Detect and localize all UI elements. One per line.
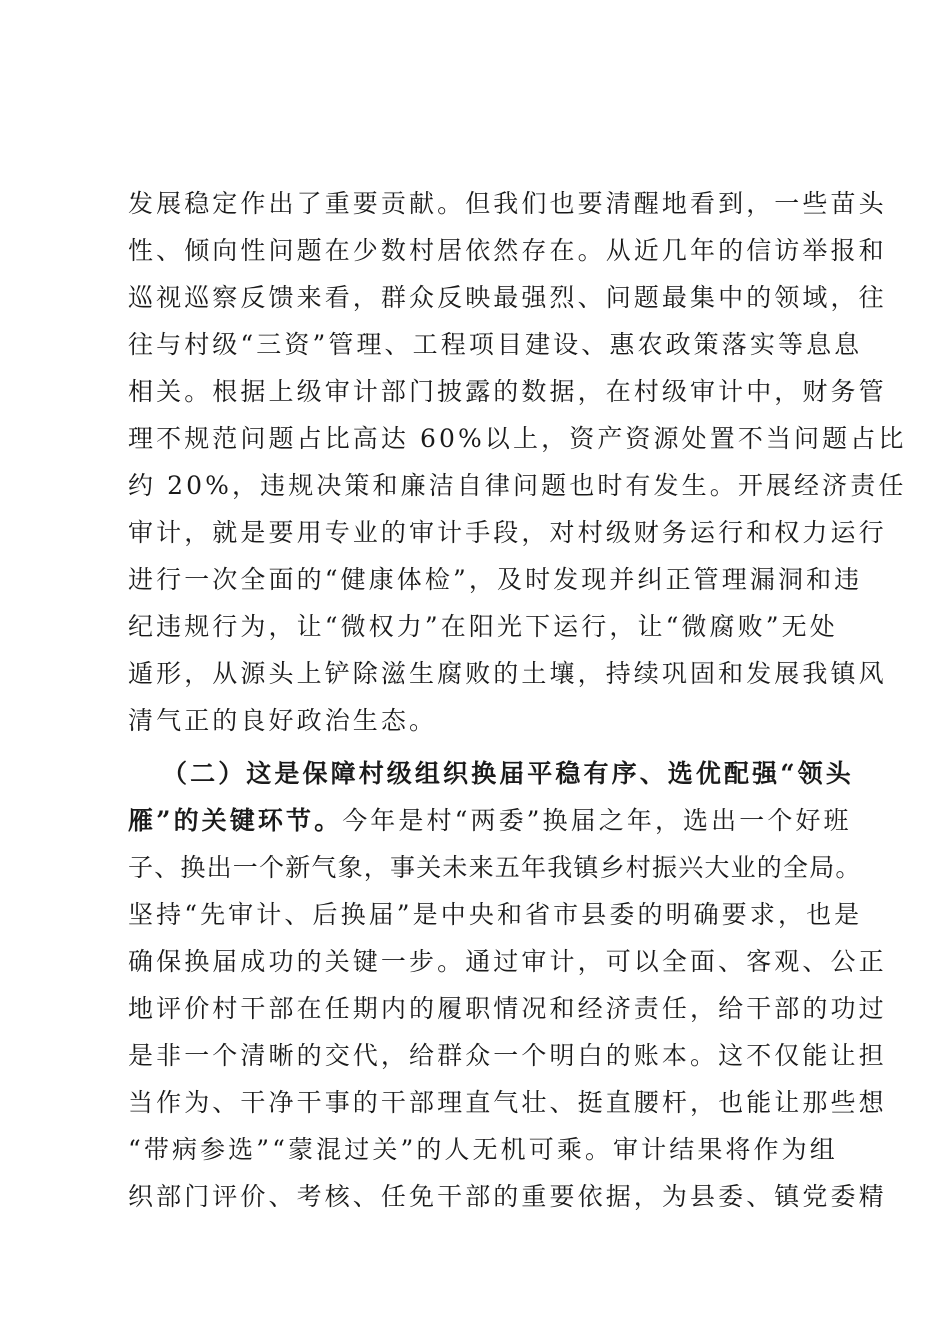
text-line: 是非一个清晰的交代，给群众一个明白的账本。这不仅能让担 (128, 1041, 887, 1070)
text-line: 当作为、干净干事的干部理直气壮、挺直腰杆，也能让那些想 (128, 1088, 887, 1117)
text-line: 进行一次全面的“健康体检”，及时发现并纠正管理漏洞和违 (128, 565, 863, 594)
text-line (128, 797, 852, 844)
text-line: 性、倾向性问题在少数村居依然存在。从近几年的信访举报和 (128, 236, 887, 265)
text-line: 子、换出一个新气象，事关未来五年我镇乡村振兴大业的全局。 (128, 853, 862, 882)
document-body (128, 180, 907, 1220)
paragraph-2 (128, 750, 887, 1220)
paragraph-1 (128, 180, 907, 744)
text-line: 审计，就是要用专业的审计手段，对村级财务运行和权力运行 (128, 518, 887, 547)
text-line: 确保换届成功的关键一步。通过审计，可以全面、客观、公正 (128, 947, 887, 976)
text-line: 理不规范问题占比高达 60%以上，资产资源处置不当问题占比 (128, 424, 907, 453)
text-line: 织部门评价、考核、任免干部的重要依据，为县委、镇党委精 (128, 1182, 887, 1211)
text-line-rest: 今年是村“两委”换届之年，选出一个好班 (342, 806, 852, 835)
text-line: 相关。根据上级审计部门披露的数据，在村级审计中，财务管 (128, 377, 887, 406)
section-heading-end: 雁”的关键环节。 (128, 806, 343, 835)
section-heading: （二）这是保障村级组织换届平稳有序、选优配强“领头 (162, 759, 854, 788)
text-line: “带病参选”“蒙混过关”的人无机可乘。审计结果将作为组 (128, 1135, 838, 1164)
text-line: 清气正的良好政治生态。 (128, 706, 438, 735)
text-line: 约 20%，违规决策和廉洁自律问题也时有发生。开展经济责任 (128, 471, 907, 500)
text-line: 坚持“先审计、后换届”是中央和省市县委的明确要求，也是 (128, 900, 863, 929)
text-line: 地评价村干部在任期内的履职情况和经济责任，给干部的功过 (128, 994, 887, 1023)
text-line: 遁形，从源头上铲除滋生腐败的土壤，持续巩固和发展我镇风 (128, 659, 887, 688)
text-line: 巡视巡察反馈来看，群众反映最强烈、问题最集中的领域，往 (128, 283, 887, 312)
text-line: 往与村级“三资”管理、工程项目建设、惠农政策落实等息息 (128, 330, 863, 359)
text-line: 纪违规行为，让“微权力”在阳光下运行，让“微腐败”无处 (128, 612, 838, 641)
text-line: 发展稳定作出了重要贡献。但我们也要清醒地看到，一些苗头 (128, 189, 887, 218)
